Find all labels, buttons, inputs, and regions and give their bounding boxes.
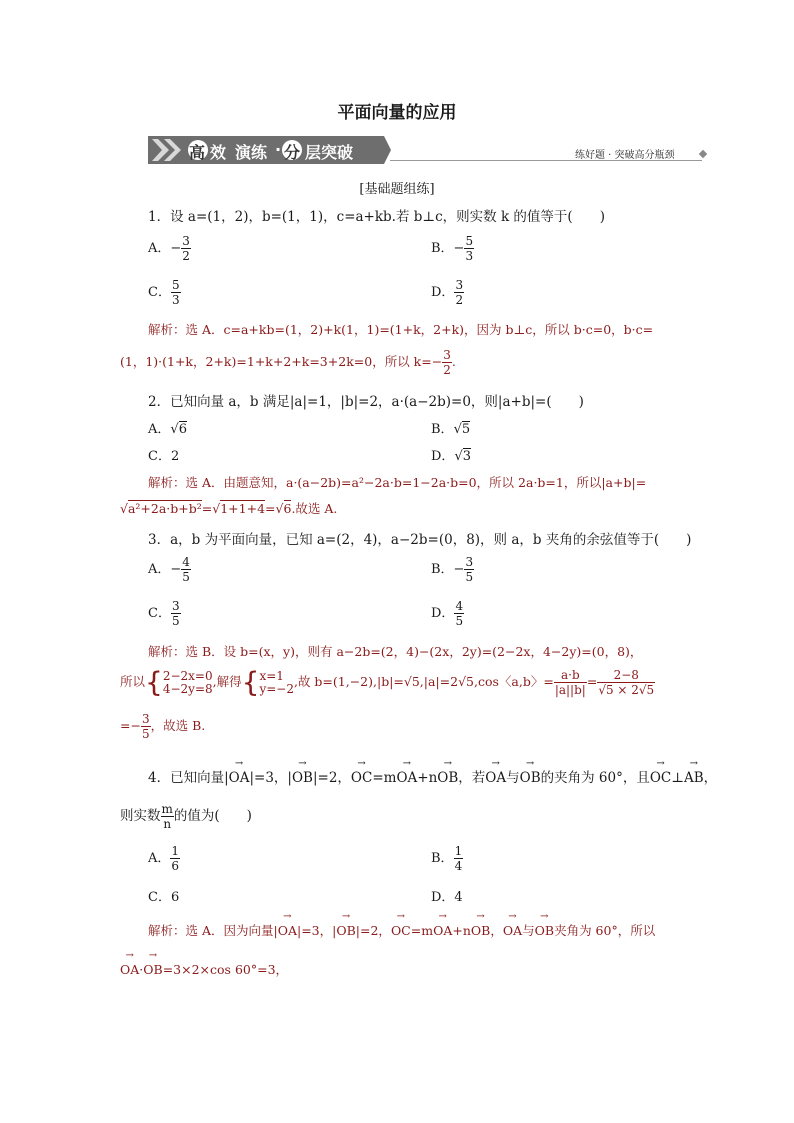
q4-solution-line-1: 解析：选 A．因为向量|→ OA|=3，|→ OB|=2，→ OC=m→ OA+n→ OB，→ OA与→ OB夹角为 60°，所以 (148, 921, 655, 939)
question-3-stem: 3．a，b 为平面向量，已知 a=(2，4)，a−2b=(0，8)，则 a，b 夹角的余弦值等于( ) (148, 532, 692, 548)
q3-solution-line-2: 所以{2−2x=0 4−2y=8,解得{x=1 y=−2,故 b=(1,−2),|b|=√5,|a|=2√5,cos〈a,b〉= $\frac{a\cdot b}{|a||b|}$ = $\frac{2-8}{√5 \times 2√5}$ (120, 665, 655, 699)
q1-option-d[interactable]: D． $\frac{3}{2}$ (431, 278, 464, 307)
banner-slogan: 练好题 · 突破高分瓶颈 (575, 150, 675, 161)
q1-option-b[interactable]: B．− $\frac{5}{3}$ (431, 234, 474, 263)
banner-char-3: 演练 (235, 143, 268, 162)
question-4-stem-line-1: 4．已知向量|→ OA|=3，|→ OB|=2，→ OC=m→ OA+n→ OB，若→ OA与→ OB的夹角为 60°，且→ OC⊥→ AB， (148, 766, 717, 786)
section-banner (148, 136, 391, 164)
section-heading: [基础题组练] (359, 182, 435, 197)
q2-solution-line-2: √a²+2a·b+b²=√1+1+4=√6.故选 A. (120, 501, 338, 516)
banner-char-4: 分 (284, 143, 301, 162)
question-1-stem: 1．设 a=(1，2)，b=(1，1)，c=a+kb.若 b⊥c，则实数 k 的值等于( ) (148, 209, 605, 225)
q1-solution-line-1: 解析：选 A．c=a+kb=(1，2)+k(1，1)=(1+k，2+k)，因为 b⊥c，所以 b·c=0，b·c= (148, 322, 654, 337)
banner-char-1: 高 (189, 143, 206, 162)
q4-option-a[interactable]: A． $\frac{1}{6}$ (148, 844, 180, 873)
q3-option-c[interactable]: C． $\frac{3}{5}$ (148, 599, 180, 628)
banner-dot: · (275, 140, 282, 159)
q1-solution-line-2: (1，1)·(1+k，2+k)=1+k+2+k=3+2k=0，所以 k=− $\frac{3}{2}$ . (120, 348, 456, 377)
q4-option-b[interactable]: B． $\frac{1}{4}$ (431, 844, 463, 873)
q2-option-d[interactable]: D．√3 (431, 449, 472, 464)
q2-option-b[interactable]: B．√5 (431, 422, 471, 437)
banner-char-5: 层突破 (305, 143, 354, 162)
q1-option-c[interactable]: C． $\frac{5}{3}$ (148, 278, 180, 307)
q2-solution-line-1: 解析：选 A．由题意知，a·(a−2b)=a²−2a·b=1−2a·b=0，所以 2a·b=1，所以|a+b|= (148, 475, 647, 490)
q3-option-d[interactable]: D． $\frac{4}{5}$ (431, 599, 464, 628)
q4-option-c[interactable]: C．6 (148, 890, 180, 905)
diamond-icon (699, 150, 707, 158)
banner-char-2: 效 (210, 143, 227, 162)
q2-option-c[interactable]: C．2 (148, 449, 180, 464)
q3-solution-line-1: 解析：选 B．设 b=(x，y)，则有 a−2b=(2，4)−(2x，2y)=(2−2x，4−2y)=(0，8)， (148, 644, 643, 659)
page-title: 平面向量的应用 (337, 103, 457, 123)
question-4-stem-line-2: 则实数 $\frac{m}{n}$ 的值为( ) (120, 802, 252, 831)
q1-option-a[interactable]: A．− $\frac{3}{2}$ (148, 234, 190, 263)
q3-option-a[interactable]: A．− $\frac{4}{5}$ (148, 555, 190, 584)
q4-option-d[interactable]: D．4 (431, 890, 463, 905)
question-2-stem: 2．已知向量 a，b 满足|a|=1，|b|=2，a·(a−2b)=0，则|a+b|=( ) (148, 394, 584, 410)
q2-option-a[interactable]: A．√6 (148, 422, 187, 437)
q3-solution-line-3: =− $\frac{3}{5}$ ，故选 B. (120, 712, 206, 741)
q4-solution-line-2: → OA·→ OB=3×2×cos 60°=3， (120, 960, 288, 978)
q3-option-b[interactable]: B．− $\frac{3}{5}$ (431, 555, 474, 584)
